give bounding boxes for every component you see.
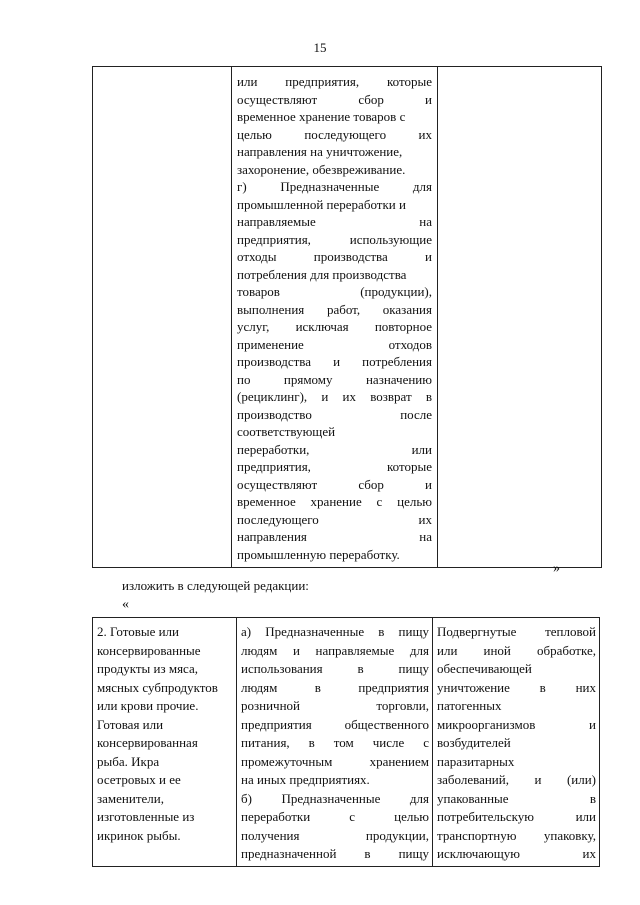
conditions-text — [433, 618, 599, 866]
text-line: обеспечивающей — [437, 661, 532, 676]
text-line: потребления для производства — [237, 266, 407, 282]
text-line: направления на — [237, 529, 432, 544]
text-line: заменители, — [97, 790, 164, 806]
text-line: заболеваний, и (или) — [437, 772, 596, 787]
text-line: микроорганизмов и — [437, 716, 596, 732]
text-line: мясных субпродуктов — [97, 679, 218, 695]
text-line: возбудителей — [437, 735, 511, 750]
amendment-intro: изложить в следующей редакции: — [122, 578, 309, 593]
text-line: паразитарных — [437, 753, 515, 769]
text-line: последующего их — [237, 511, 432, 527]
text-line: направляемые на — [237, 214, 432, 229]
text-line: производства и потребления — [237, 354, 432, 369]
table-new-edition — [92, 617, 600, 867]
table-continuation — [92, 66, 602, 568]
text-line: целью последующего их — [237, 126, 432, 142]
text-line: промышленную переработку. — [237, 546, 400, 562]
text-line: осетровых и ее — [97, 772, 181, 787]
text-line: переработки с целью — [241, 809, 429, 824]
text-line: осуществляют сбор и — [237, 91, 432, 107]
text-line: использования в пищу — [241, 661, 429, 676]
text-line: икринок рыбы. — [97, 827, 181, 843]
text-line: промежуточным хранением — [241, 753, 429, 769]
text-line: Подвергнутые тепловой — [437, 624, 596, 639]
text-line: (рециклинг), и их возврат в — [237, 389, 432, 404]
text-line: рыба. Икра — [97, 753, 160, 769]
text-line: предприятия общественного — [241, 716, 429, 732]
text-line: а) Предназначенные в пищу — [241, 624, 429, 639]
text-line: на иных предприятиях. — [241, 772, 370, 787]
text-line: переработки, или — [237, 441, 432, 457]
table-cell-category — [93, 618, 237, 867]
text-line: или иной обработке, — [437, 642, 596, 658]
text-line: временное хранение с целью — [237, 494, 432, 509]
opening-quote: « — [122, 597, 129, 612]
table-cell-category — [93, 67, 232, 568]
text-line: г) Предназначенные для — [237, 179, 432, 194]
text-line: предназначенной в пищу — [241, 846, 429, 861]
text-line: захоронение, обезвреживание. — [237, 161, 406, 177]
text-line: потребительскую или — [437, 809, 596, 824]
category-text — [93, 618, 236, 847]
table-cell-purpose — [232, 67, 438, 568]
table-cell-purpose — [237, 618, 433, 867]
text-line: транспортную упаковку, — [437, 827, 596, 843]
table-row — [93, 618, 600, 867]
text-line: изготовленные из — [97, 809, 195, 824]
text-line: по прямому назначению — [237, 371, 432, 387]
text-line: 2. Готовые или — [97, 624, 180, 639]
page-number: 15 — [313, 40, 327, 55]
text-line: промышленной переработки и — [237, 196, 406, 212]
text-line: товаров (продукции), — [237, 284, 432, 299]
text-line: временное хранение товаров с — [237, 109, 406, 124]
text-line: уничтожение в них — [437, 679, 596, 695]
text-line: консервированная — [97, 735, 198, 750]
closing-quote: » — [553, 561, 560, 576]
purpose-text — [237, 618, 432, 866]
text-line: применение отходов — [237, 336, 432, 352]
text-line: людям в предприятия — [241, 679, 429, 695]
text-line: отходы производства и — [237, 249, 432, 264]
text-line: направления на уничтожение, — [237, 144, 403, 159]
text-line: или предприятия, которые — [237, 74, 432, 89]
text-line: упакованные в — [437, 790, 596, 806]
table-row — [93, 67, 602, 568]
text-line: Готовая или — [97, 716, 164, 732]
text-line: осуществляют сбор и — [237, 476, 432, 492]
purpose-text — [232, 67, 437, 567]
text-line: получения продукции, — [241, 827, 429, 843]
text-line: предприятия, которые — [237, 459, 432, 474]
text-line: исключающую их — [437, 846, 596, 861]
text-line: предприятия, использующие — [237, 231, 432, 247]
text-line: продукты из мяса, — [97, 661, 199, 676]
table-cell-conditions — [433, 618, 600, 867]
text-line: питания, в том числе с — [241, 735, 429, 750]
text-line: услуг, исключая повторное — [237, 319, 432, 334]
text-line: соответствующей — [237, 424, 336, 439]
table-cell-conditions — [438, 67, 602, 568]
text-line: розничной торговли, — [241, 698, 429, 713]
text-line: или крови прочие. — [97, 698, 199, 713]
text-line: выполнения работ, оказания — [237, 301, 432, 317]
text-line: производство после — [237, 406, 432, 422]
text-line: б) Предназначенные для — [241, 790, 429, 806]
text-line: людям и направляемые для — [241, 642, 429, 658]
text-line: консервированные — [97, 642, 201, 658]
text-line: патогенных — [437, 698, 502, 713]
